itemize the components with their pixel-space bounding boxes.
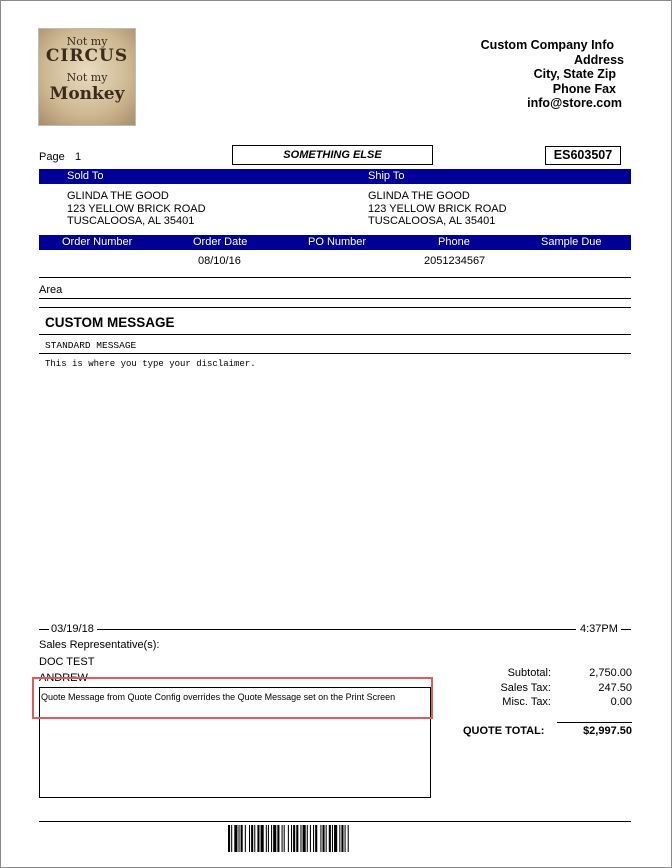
sales-tax-label: Sales Tax:	[500, 682, 551, 694]
disclaimer-text: This is where you type your disclaimer.	[45, 359, 256, 369]
sales-rep-label: Sales Representative(s):	[39, 639, 160, 651]
company-logo	[38, 28, 136, 126]
barcode-bar	[249, 825, 250, 852]
sales-tax-value: 247.50	[598, 682, 632, 694]
quote-message-text: Quote Message from Quote Config overrides the Quote Message set on the Print Screen	[41, 692, 396, 702]
barcode-bar	[251, 825, 253, 852]
barcode-bar	[293, 825, 295, 852]
divider	[39, 298, 631, 299]
footer-date: 03/19/18	[51, 623, 94, 635]
sample-due-header: Sample Due	[541, 236, 602, 248]
ship-to-header: Ship To	[368, 170, 405, 182]
logo-text-line2: CIRCUS	[45, 46, 129, 66]
barcode-bar	[268, 825, 269, 852]
sold-to-header: Sold To	[67, 170, 104, 182]
misc-tax-value: 0.00	[610, 696, 632, 708]
sales-rep-2: ANDREW	[39, 672, 88, 684]
sold-to-city: TUSCALOOSA, AL 35401	[67, 215, 195, 227]
barcode-bar	[332, 825, 333, 852]
po-number-header: PO Number	[308, 236, 367, 248]
barcode-bar	[261, 825, 264, 852]
company-name: Custom Company Info	[480, 38, 614, 52]
order-number-header: Order Number	[62, 236, 133, 248]
divider	[97, 629, 576, 630]
divider	[39, 629, 49, 630]
barcode-bar	[254, 825, 255, 852]
company-address: Address	[573, 52, 624, 67]
order-date-header: Order Date	[193, 236, 248, 248]
barcode-bar	[315, 825, 317, 852]
barcode-bar	[271, 825, 272, 852]
barcode-bar	[310, 825, 311, 852]
company-email: info@store.com	[527, 96, 622, 110]
barcode-bar	[303, 825, 306, 852]
barcode-bar	[313, 825, 314, 852]
divider	[621, 629, 631, 630]
total-divider	[557, 722, 632, 723]
barcode-bar	[288, 825, 289, 852]
document-title: SOMETHING ELSE	[232, 145, 433, 165]
company-phone: Phone Fax	[552, 81, 616, 96]
barcode-bar	[241, 825, 243, 852]
barcode-bar	[273, 825, 276, 852]
barcode-bar	[266, 825, 267, 852]
page-label: Page	[39, 151, 65, 163]
logo-text-line1: Not my	[66, 35, 108, 48]
subtotal-label: Subtotal:	[507, 667, 551, 679]
barcode-bar	[323, 825, 325, 852]
barcode-bar	[320, 825, 321, 852]
barcode	[228, 825, 436, 852]
divider	[39, 307, 631, 308]
barcode-bar	[300, 825, 301, 852]
logo-text-line4: Monkey	[49, 84, 125, 104]
barcode-bar	[234, 825, 237, 852]
divider	[39, 277, 631, 278]
highlight-annotation	[32, 677, 433, 719]
barcode-bar	[348, 825, 349, 852]
barcode-bar	[277, 825, 279, 852]
sold-to-name: GLINDA THE GOOD	[67, 190, 169, 202]
divider	[39, 353, 631, 354]
barcode-bar	[329, 825, 331, 852]
order-header-bar	[39, 235, 631, 250]
footer-time: 4:37PM	[580, 623, 618, 635]
sales-rep-1: DOC TEST	[39, 656, 95, 668]
barcode-bar	[284, 825, 285, 852]
barcode-bar	[341, 825, 343, 852]
barcode-bar	[307, 825, 308, 852]
divider	[39, 821, 631, 822]
misc-tax-label: Misc. Tax:	[502, 696, 551, 708]
ship-to-address	[368, 190, 507, 228]
barcode-bar	[326, 825, 327, 852]
barcode-bar	[239, 825, 240, 852]
barcode-bar	[245, 825, 246, 852]
phone-value: 2051234567	[424, 255, 486, 267]
ship-to-name: GLINDA THE GOOD	[368, 190, 470, 202]
quote-total-label: QUOTE TOTAL:	[463, 725, 545, 737]
barcode-bar	[334, 825, 337, 852]
barcode-bar	[339, 825, 340, 852]
phone-header: Phone	[438, 236, 470, 248]
quote-total-value: $2,997.50	[583, 725, 632, 737]
ship-to-street: 123 YELLOW BRICK ROAD	[368, 202, 507, 215]
address-header-bar	[39, 169, 631, 184]
quote-number: ES603507	[545, 146, 621, 165]
ship-to-city: TUSCALOOSA, AL 35401	[368, 215, 496, 227]
company-info	[480, 38, 624, 111]
logo-text-line3: Not my	[66, 71, 108, 84]
sold-to-street: 123 YELLOW BRICK ROAD	[67, 202, 206, 215]
barcode-bar	[296, 825, 298, 852]
custom-message-title: CUSTOM MESSAGE	[45, 315, 175, 330]
barcode-bar	[231, 825, 232, 852]
area-label: Area	[39, 284, 63, 296]
company-city: City, State Zip	[533, 67, 616, 81]
barcode-bar	[228, 825, 230, 852]
order-date-value: 08/10/16	[198, 255, 241, 267]
barcode-bar	[345, 825, 346, 852]
divider	[39, 334, 631, 335]
barcode-bar	[282, 825, 283, 852]
standard-message: STANDARD MESSAGE	[45, 340, 137, 351]
barcode-bar	[257, 825, 259, 852]
page-number: 1	[75, 151, 82, 163]
sold-to-address	[67, 190, 206, 228]
subtotal-value: 2,750.00	[589, 667, 632, 679]
barcode-bar	[291, 825, 292, 852]
